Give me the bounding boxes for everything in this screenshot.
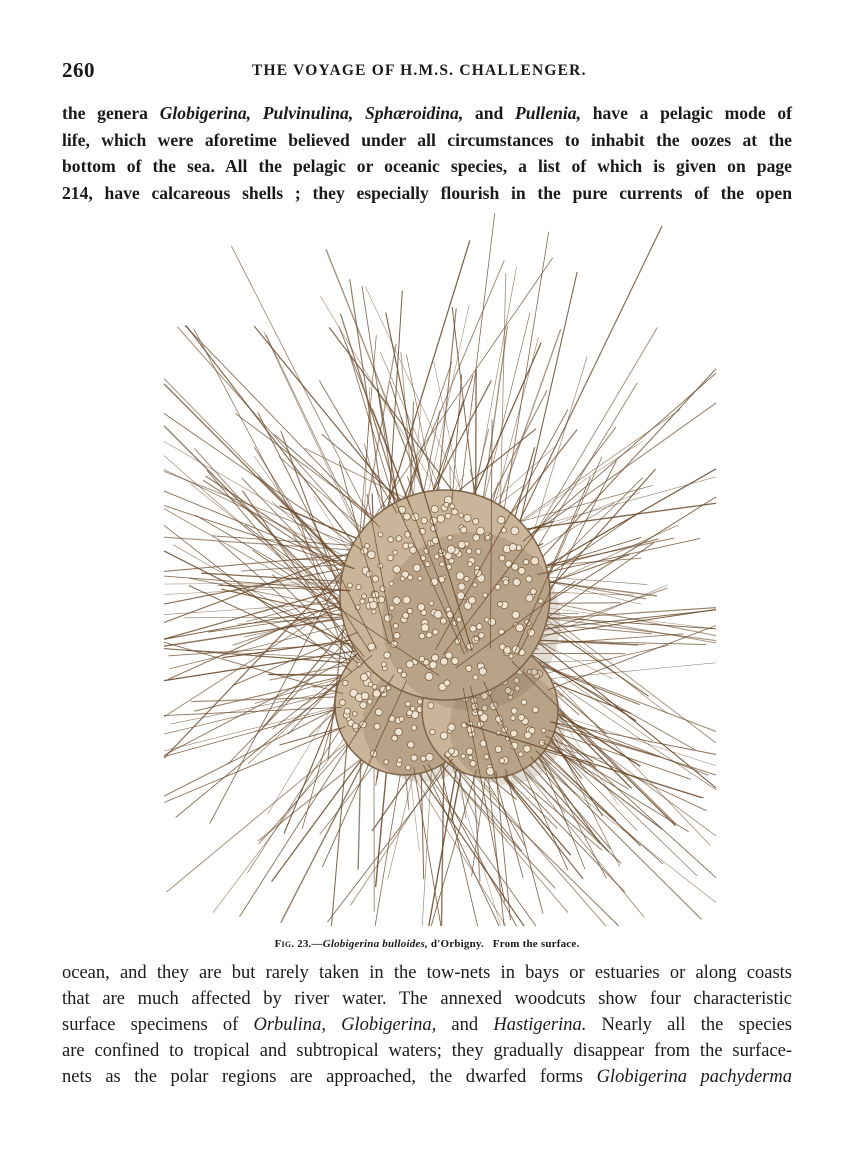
shell-pore [352,712,357,717]
shell-pore [408,575,413,580]
running-title: THE VOYAGE OF H.M.S. CHALLENGER. [252,62,587,79]
shell-pore [464,576,469,581]
shell-pore [429,601,434,606]
shell-pore [339,700,345,706]
shell-pore [407,710,413,716]
shell-pore [461,723,466,728]
shell-pore [406,765,411,770]
shell-pore [344,708,350,714]
shell-pore [381,662,386,667]
shell-pore [511,527,519,535]
shell-pore [356,585,361,590]
paragraph-bottom [62,960,792,1090]
shell-pore [434,554,439,559]
shell-pore [461,527,467,533]
shell-pore [426,754,434,762]
shell-pore [361,692,369,700]
shell-pore [511,742,518,749]
shell-pore [473,518,479,524]
text-line: are confined to tropical and subtropical waters; they gradually disappear from the surface- [62,1041,792,1061]
shell-pore [470,625,477,632]
shell-pore [450,504,455,509]
shell-pore [476,549,481,554]
shell-pore [444,502,449,507]
shell-pore [524,745,531,752]
shell-pore [365,544,370,549]
shell-pore [440,562,445,567]
shell-pore [499,555,505,561]
shell-pore [476,624,482,630]
shell-pore [526,576,532,582]
shell-pore [421,624,429,632]
shell-pore [456,572,464,580]
shell-pore [440,658,447,665]
shell-pore [458,541,465,548]
shell-pore [361,674,368,681]
shell-pore [461,754,466,759]
shell-pore [419,633,425,639]
text-line: bottom of the sea. All the pelagic or oceanic species, a list of which is given on page [62,156,792,176]
shell-pore [541,728,545,732]
shell-pore [372,610,376,614]
shell-pore [362,594,367,599]
caption-author: d'Orbigny. [427,938,484,950]
shell-pore [498,602,503,607]
shell-pore [428,702,434,708]
shell-pore [459,513,464,518]
shell-pore [368,699,373,704]
shell-pore [413,564,421,572]
shell-pore [444,680,450,686]
shell-pore [352,723,358,729]
shell-pore [380,586,386,592]
shell-pore [372,576,378,582]
shell-pore [392,735,398,741]
shell-pore [523,559,528,564]
shell-pore [512,611,520,619]
shell-pore [374,723,380,729]
shell-pore [470,761,476,767]
shell-pore [437,515,445,523]
page-header [62,58,792,88]
shell-pore [473,534,480,541]
shell-pore [403,612,409,618]
shell-pore [531,557,539,565]
spine [503,403,716,555]
shell-pore [457,617,462,622]
shell-pore [511,708,517,714]
shell-pore [513,579,520,586]
shell-pore [466,748,473,755]
shell-pore [431,506,438,513]
shell-pore [426,632,432,638]
shells [335,490,565,785]
shell-pore [433,629,439,635]
text-line: that are much affected by river water. The annexed woodcuts show four characteristic [62,989,792,1009]
shell-pore [518,714,524,720]
shell-pore [509,544,516,551]
shell-pore [405,701,410,706]
spine [497,232,549,554]
shell-pore [499,758,504,763]
shell-pore [388,537,394,543]
caption-note: From the surface. [483,938,580,950]
shell-pore [530,589,536,595]
shell-pore [407,608,412,613]
text-line: ocean, and they are but rarely taken in the tow-nets in bays or estuaries or along coasts [62,963,792,983]
shell-pore [504,647,511,654]
shell-pore [477,527,485,535]
shell-pore [411,725,416,730]
shell-pore [484,754,489,759]
shell-pore [521,700,526,705]
shell-pore [518,567,525,574]
spine [536,751,663,864]
text-line: the genera Globigerina, Pulvinulina, Sphæroidina, and Pullenia, have a pelagic mode of [62,103,793,123]
shell-pore [445,513,451,519]
shell-pore [440,732,447,739]
shell-pore [397,758,402,763]
shell-pore [396,536,402,542]
shell-pore [419,656,425,662]
shell-pore [499,629,505,635]
shell-pore [389,581,394,586]
shell-pore [479,633,485,639]
shell-pore [384,652,391,659]
shell-pore [360,702,367,709]
shell-pore [434,611,442,619]
shell-pore [445,652,452,659]
shell-pore [466,665,472,671]
shell-pore [485,618,490,623]
shell-pore [395,728,403,736]
shell-pore [474,637,479,642]
shell-pore [406,661,413,668]
spine [550,722,716,775]
caption-label: Fig. 23.— [274,938,323,950]
shell-pore [425,562,430,567]
shell-pore [421,517,427,523]
shell-pore [510,730,517,737]
figure-23 [160,200,720,930]
shell-pore [503,580,509,586]
shell-pore [432,654,439,661]
shell-pore [512,564,519,571]
shell-pore [408,741,415,748]
shell-pore [360,599,365,604]
shell-pore [468,562,473,567]
globigerina-bulloides-illustration [160,200,720,930]
shell-pore [411,755,417,761]
page-number: 260 [62,58,95,82]
shell-pore [524,732,531,739]
spine [423,765,499,926]
shell-pore [526,595,533,602]
shell-pore [375,709,382,716]
shell-pore [447,545,455,553]
shell-pore [495,746,502,753]
shell-pore [528,629,535,636]
shell-pore [458,583,465,590]
shell-pore [399,717,404,722]
text-line: life, which were aforetime believed under all circumstances to inhabit the oozes at the [62,129,792,150]
shell-pore [347,583,352,588]
spine [505,769,543,914]
shell-pore [448,535,453,540]
caption-species: Globigerina bulloides, [322,938,428,950]
spine [164,491,354,568]
shell-pore [518,752,523,757]
shell-pore [448,748,454,754]
shell-pore [403,513,410,520]
text-line: nets as the polar regions are approached, the dwarfed forms Globigerina pachyderma [62,1067,792,1087]
figure-caption [62,938,792,950]
shell-pore [516,624,524,632]
shell-pore [429,661,436,668]
shell-pore [394,632,400,638]
shell-pore [440,618,446,624]
shell-pore [498,516,505,523]
text-line: 214, have calcareous shells ; they especially flourish in the pure currents of the open [62,182,792,203]
spine [218,541,357,664]
shell-pore [418,604,425,611]
shell-pore [485,535,490,540]
shell-pore [466,549,471,554]
shell-pore [373,690,381,698]
shell-pore [479,668,486,675]
shell-pore [393,550,398,555]
shell-pore [401,672,406,677]
shell-pore [410,547,417,554]
paragraph-top [62,100,792,206]
shell-pore [452,509,458,515]
shell-pore [464,514,471,521]
shell-pore [532,707,538,713]
shell-pore [468,755,473,760]
shell-pore [448,724,455,731]
shell-pore [473,675,478,680]
shell-pore [418,576,423,581]
shell-pore [372,685,377,690]
shell-pore [393,566,401,574]
shell-pore [368,551,376,559]
shell-pore [452,658,459,665]
shell-pore [398,506,405,513]
text-line: surface specimens of Orbulina, Globigerina, and Hastigerina. Nearly all the species [62,1015,792,1035]
shell-pore [343,680,348,685]
shell-pore [403,596,411,604]
shell-pore [388,555,394,561]
shell-pore [505,561,512,568]
shell-pore [473,583,477,587]
shell-pore [397,668,402,673]
shell-pore [468,597,475,604]
shell-pore [384,760,389,765]
shell-pore [393,597,401,605]
shell-pore [511,716,516,721]
shell-pore [425,673,433,681]
shell-pore [393,623,398,628]
shell-pore [370,601,378,609]
shell-pore [538,599,543,604]
shell-pore [400,576,405,581]
shell-pore [378,532,383,537]
shell-pore [389,606,394,611]
shell-pore [430,729,436,735]
